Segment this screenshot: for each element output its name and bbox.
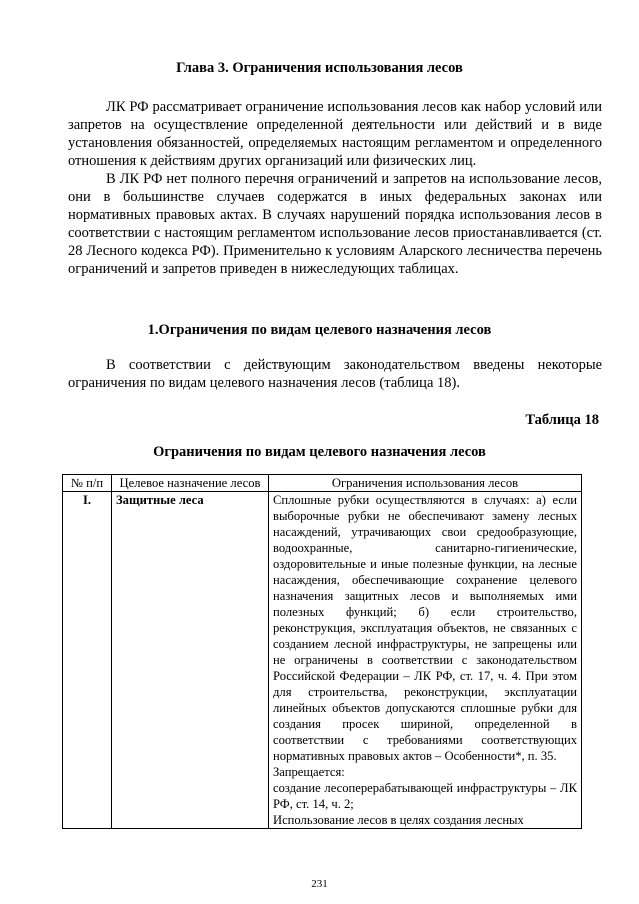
table-row [63,492,582,829]
restriction-clear-cutting: Сплошные рубки осуществляются в случаях: а) если выборочные рубки не обеспечивают замену лесных насаждений, утрачивающих свои средообразующие, водоохранные, санитарно-гигиенические, оздоровительные и иные полезные функции, на лесные насаждения, обеспечивающие сохранение целевого назначения защитных лесов и выполняемых ими полезных функций; б) если строительство, реконструкция, эксплуатация объектов, не связанных с созданием лесной инфраструктуры, не запрещены или не ограничены в соответствии с законодательством Российской Федерации – ЛК РФ, ст. 17, ч. 4. При этом для строительства, реконструкции, эксплуатации линейных объектов допускаются сплошные рубки для создания просек шириной, определенной в соответствии с требованиями соответствующих нормативных правовых актов – Особенности*, п. 35. [273,493,577,763]
row-number: I. [63,492,112,829]
table-label: Таблица 18 [525,412,599,428]
paragraph-table-reference: В соответствии с действующим законодательством введены некоторые ограничения по видам целевого назначения лесов (таблица 18). [68,357,602,391]
page-number: 231 [311,878,328,890]
paragraph-intro: ЛК РФ рассматривает ограничение использования лесов как набор условий или запретов на осуществление определенной деятельности или действий и в виде установления обязанностей, определяемых настоящим регламентом и определенного отношения к действиям других организаций или физических лиц. [68,99,602,169]
restriction-forest-use: Использование лесов в целях создания лесных [273,813,524,827]
table-title: Ограничения по видам целевого назначения лесов [153,444,486,460]
paragraph-restrictions-overview: В ЛК РФ нет полного перечня ограничений и запретов на использование лесов, они в большинстве случаев содержатся в иных федеральных законах или нормативных правовых актах. В случаях нарушений порядка использования лесов в соответствии с настоящим регламентом использование лесов приостанавливается (ст. 28 Лесного кодекса РФ). Применительно к условиям Аларского лесничества перечень ограничений и запретов приведен в нижеследующих таблицах. [68,171,602,277]
header-number: № п/п [63,475,112,492]
header-restrictions: Ограничения использования лесов [269,475,582,492]
section-title: 1.Ограничения по видам целевого назначения лесов [147,322,492,338]
row-restrictions [269,492,582,829]
restrictions-table [62,474,582,829]
header-forest-purpose: Целевое назначение лесов [112,475,269,492]
restriction-prohibited-heading: Запрещается: [273,765,345,779]
row-forest-purpose: Защитные леса [112,492,269,829]
restriction-wood-processing: создание лесоперерабатывающей инфраструктуры – ЛК РФ, ст. 14, ч. 2; [273,781,577,811]
table-header-row [63,475,582,492]
chapter-title: Глава 3. Ограничения использования лесов [176,60,463,76]
